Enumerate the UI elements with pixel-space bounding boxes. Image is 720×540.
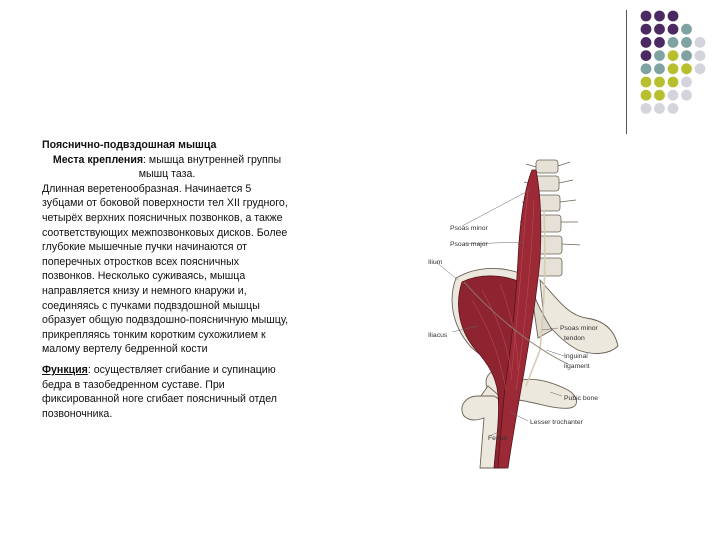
label-femur: Femur: [488, 435, 508, 442]
iliopsoas-illustration: [418, 150, 636, 470]
decorative-dot: [654, 77, 665, 88]
description: Длинная веретенообразная. Начинается 5 зубцами от боковой поверхности тел XII грудного, четырёх верхних поясничных позвонков, а также соответствующих межпозвонковых дисков. Более глубокие мышечные пучки начинаются от поперечных отростков всех поясничных позвонков. Несколько суживаясь, мышца направляется книзу и немного кнаружи и, соединяясь с пучками подвздошной мышцы образует общую подвздошно-поясничную мышцу, прикрепляясь тонким коротким сухожилием к малому вертелу бедренной кости: [42, 182, 289, 356]
function-line: [42, 363, 292, 421]
decorative-dot: [654, 63, 665, 74]
decorative-dot: [681, 77, 692, 88]
label-psoas-minor-tendon-2: tendon: [564, 335, 585, 342]
heading: Пояснично-подвздошная мышца: [42, 139, 217, 151]
decorative-dot: [641, 11, 652, 22]
decorative-dot: [668, 90, 679, 101]
decorative-dot: [681, 90, 692, 101]
label-psoas-major: Psoas major: [450, 241, 488, 248]
decorative-dot: [641, 90, 652, 101]
label-ilium: Ilium: [428, 259, 443, 266]
decorative-dot: [654, 11, 665, 22]
divider-line: [626, 10, 627, 134]
decorative-dot: [668, 37, 679, 48]
decorative-dot: [654, 24, 665, 35]
decorative-dot: [641, 77, 652, 88]
decorative-dot: [641, 24, 652, 35]
attachment-line: [42, 153, 292, 182]
decorative-dot: [654, 50, 665, 61]
function-label: Функция: [42, 363, 88, 376]
label-psoas-minor-tendon-1: Psoas minor: [560, 325, 598, 332]
decorative-dot: [681, 50, 692, 61]
text-block: [42, 138, 292, 421]
decorative-dot: [654, 37, 665, 48]
decorative-dot: [681, 37, 692, 48]
decorative-dot: [695, 37, 706, 48]
label-psoas-minor: Psoas minor: [450, 225, 488, 232]
decorative-dot: [681, 63, 692, 74]
attachment-value: : мышца внутренней группы мышц таза.: [138, 153, 282, 181]
decorative-dot: [695, 63, 706, 74]
decorative-dot: [668, 24, 679, 35]
label-inguinal-1: Inguinal: [564, 353, 588, 360]
label-inguinal-2: ligament: [564, 363, 590, 370]
decorative-dot: [654, 103, 665, 114]
label-pubic-bone: Pubic bone: [564, 395, 599, 402]
decorative-dot: [668, 50, 679, 61]
function-value: : осуществляет сгибание и супинацию бедра в тазобедренном суставе. При фиксированной ноге сгибает поясничный отдел позвоночника.: [42, 363, 277, 420]
decorative-dot: [668, 103, 679, 114]
decorative-dot: [641, 63, 652, 74]
decorative-dot: [641, 37, 652, 48]
attachment-label: Места крепления: [52, 153, 144, 166]
decorative-dot: [654, 90, 665, 101]
decorative-dot: [668, 11, 679, 22]
decorative-dot: [641, 103, 652, 114]
decorative-dot: [695, 50, 706, 61]
decorative-dot: [681, 24, 692, 35]
label-lesser-trochanter: Lesser trochanter: [530, 419, 583, 426]
decorative-dot: [641, 50, 652, 61]
decorative-dot-grid: [640, 10, 718, 116]
label-iliacus: Iliacus: [428, 332, 448, 339]
decorative-dot: [668, 77, 679, 88]
decorative-dot: [668, 63, 679, 74]
